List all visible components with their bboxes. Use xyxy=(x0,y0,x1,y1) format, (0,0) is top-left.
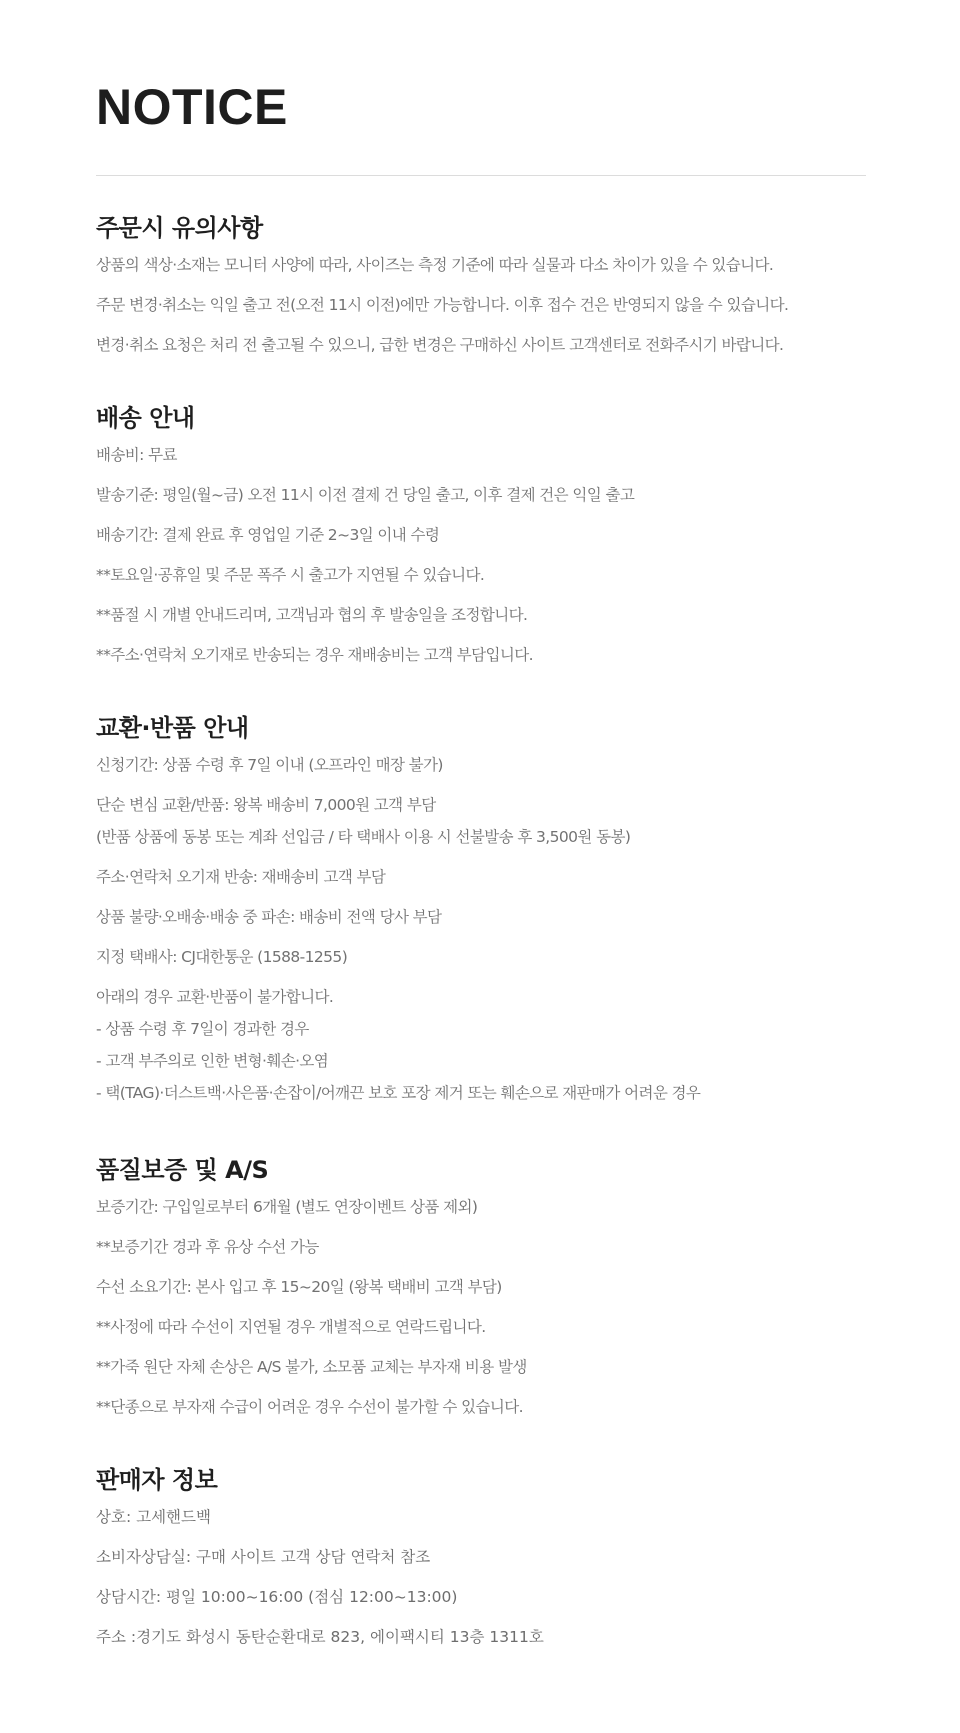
notice-line: **보증기간 경과 후 유상 수선 가능 xyxy=(96,1238,319,1256)
notice-line: 아래의 경우 교환·반품이 불가합니다. xyxy=(96,988,334,1006)
section-title: 배송 안내 xyxy=(96,404,195,432)
seller-consumer-center: 소비자상담실: 구매 사이트 고객 상담 연락처 참조 xyxy=(96,1548,431,1566)
notice-line: 단순 변심 교환/반품: 왕복 배송비 7,000원 고객 부담 xyxy=(96,796,436,814)
notice-line: 상품 불량·오배송·배송 중 파손: 배송비 전액 당사 부담 xyxy=(96,908,442,926)
seller-hours: 상담시간: 평일 10:00~16:00 (점심 12:00~13:00) xyxy=(96,1588,458,1606)
notice-line: - 고객 부주의로 인한 변형·훼손·오염 xyxy=(96,1052,329,1070)
notice-line: 변경·취소 요청은 처리 전 출고될 수 있으니, 급한 변경은 구매하신 사이트 고객센터로 전화주시기 바랍니다. xyxy=(96,336,784,354)
section-title: 판매자 정보 xyxy=(96,1466,218,1494)
notice-line: 주문 변경·취소는 익일 출고 전(오전 11시 이전)에만 가능합니다. 이후 접수 건은 반영되지 않을 수 있습니다. xyxy=(96,296,789,314)
notice-line: 수선 소요기간: 본사 입고 후 15~20일 (왕복 택배비 고객 부담) xyxy=(96,1278,502,1296)
notice-line: **주소·연락처 오기재로 반송되는 경우 재배송비는 고객 부담입니다. xyxy=(96,646,533,664)
notice-line: **품절 시 개별 안내드리며, 고객님과 협의 후 발송일을 조정합니다. xyxy=(96,606,528,624)
warranty-as-section xyxy=(96,1155,866,1417)
seller-company-name: 상호: 고세핸드백 xyxy=(96,1508,211,1526)
notice-line: 신청기간: 상품 수령 후 7일 이내 (오프라인 매장 불가) xyxy=(96,756,443,774)
page-title: NOTICE xyxy=(96,79,288,135)
notice-line: 배송기간: 결제 완료 후 영업일 기준 2~3일 이내 수령 xyxy=(96,526,440,544)
notice-line: - 택(TAG)·더스트백·사은품·손잡이/어깨끈 보호 포장 제거 또는 훼손으로 재판매가 어려운 경우 xyxy=(96,1084,701,1102)
title-divider xyxy=(96,175,866,176)
notice-line: 상품의 색상·소재는 모니터 사양에 따라, 사이즈는 측정 기준에 따라 실물과 다소 차이가 있을 수 있습니다. xyxy=(96,256,774,274)
exchange-return-section xyxy=(96,713,866,1103)
notice-line: 배송비: 무료 xyxy=(96,446,177,464)
notice-line: 보증기간: 구입일로부터 6개월 (별도 연장이벤트 상품 제외) xyxy=(96,1198,478,1216)
notice-line: - 상품 수령 후 7일이 경과한 경우 xyxy=(96,1020,309,1038)
notice-line: **가죽 원단 자체 손상은 A/S 불가, 소모품 교체는 부자재 비용 발생 xyxy=(96,1358,527,1376)
seller-address: 주소 :경기도 화성시 동탄순환대로 823, 에이팩시티 13층 1311호 xyxy=(96,1628,544,1646)
notice-line: **토요일·공휴일 및 주문 폭주 시 출고가 지연될 수 있습니다. xyxy=(96,566,485,584)
order-notice-section xyxy=(96,213,866,355)
section-title: 주문시 유의사항 xyxy=(96,214,263,242)
notice-line: 지정 택배사: CJ대한통운 (1588-1255) xyxy=(96,948,348,966)
shipping-section xyxy=(96,403,866,665)
notice-line: 주소·연락처 오기재 반송: 재배송비 고객 부담 xyxy=(96,868,386,886)
seller-info-section xyxy=(96,1465,866,1647)
section-title: 품질보증 및 A/S xyxy=(96,1156,269,1184)
notice-line: 발송기준: 평일(월~금) 오전 11시 이전 결제 건 당일 출고, 이후 결제 건은 익일 출고 xyxy=(96,486,635,504)
notice-line: (반품 상품에 동봉 또는 계좌 선입금 / 타 택배사 이용 시 선불발송 후 3,500원 동봉) xyxy=(96,828,631,846)
notice-line: **단종으로 부자재 수급이 어려운 경우 수선이 불가할 수 있습니다. xyxy=(96,1398,523,1416)
section-title: 교환·반품 안내 xyxy=(96,714,249,742)
notice-line: **사정에 따라 수선이 지연될 경우 개별적으로 연락드립니다. xyxy=(96,1318,486,1336)
